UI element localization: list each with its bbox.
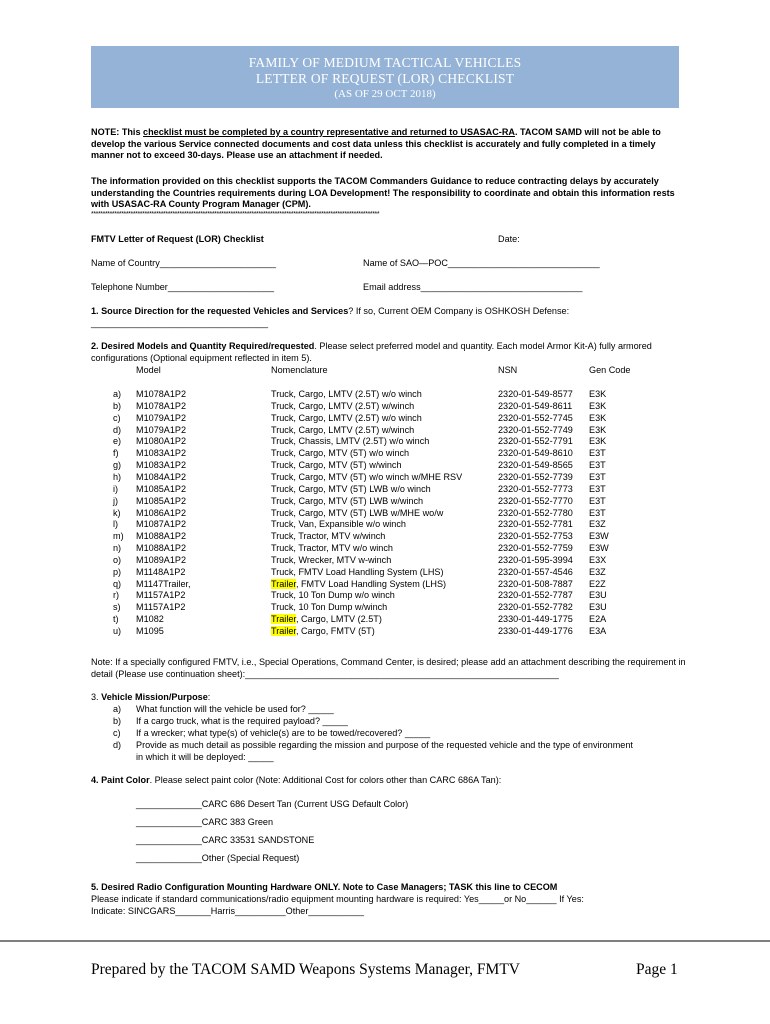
note-prefix: NOTE: This xyxy=(91,127,144,137)
row-nsn: 2320-01-552-7781 xyxy=(498,519,573,530)
star-divider: **************************************************************************************************************************** xyxy=(91,211,380,218)
section-1-heading: 1. Source Direction for the requested Vehicles and Services xyxy=(91,306,349,316)
row-nomenclature xyxy=(271,496,423,508)
footer-divider xyxy=(0,940,770,942)
section-3-title: Vehicle Mission/Purpose xyxy=(101,692,208,702)
row-label: e) xyxy=(113,436,122,447)
row-label: k) xyxy=(113,507,121,518)
row-gen-code: E3X xyxy=(589,554,607,565)
section-5-title: 5. Desired Radio Configuration Mounting Hardware ONLY xyxy=(91,882,338,892)
row-nomenclature xyxy=(271,413,422,425)
title-line-2: LETTER OF REQUEST (LOR) CHECKLIST xyxy=(255,71,515,86)
row-nomenclature xyxy=(271,389,422,401)
row-gen-code: E3U xyxy=(589,590,607,601)
footer-text: Prepared by the TACOM SAMD Weapons Systems Manager, FMTV xyxy=(91,961,520,978)
row-model: M1085A1P2 xyxy=(136,495,187,506)
row-nomenclature xyxy=(271,543,393,555)
title-banner xyxy=(91,46,679,108)
row-nsn: 2320-01-549-8610 xyxy=(498,448,573,459)
s3-label-d: d) xyxy=(113,740,122,750)
nomenclature-text: Truck, 10 Ton Dump w/winch xyxy=(271,602,388,613)
row-nsn: 2320-01-552-7759 xyxy=(498,543,573,554)
paint-option-other[interactable]: _____________Other (Special Request) xyxy=(136,853,300,863)
section-4-heading xyxy=(91,775,501,787)
nomenclature-text: Truck, Cargo, MTV (5T) LWB w/winch xyxy=(271,495,424,506)
row-gen-code: E3U xyxy=(589,602,607,613)
row-gen-code: E3T xyxy=(589,448,606,459)
row-gen-code: E3K xyxy=(589,389,607,399)
note-rest: . TACOM SAMD will not be able to develop the various Service connected documents and cost data unless this checklist is accurately and fully completed in a timely manner not to exceed 30-days. Please use an attachment if needed. xyxy=(91,127,661,161)
row-model: M1087A1P2 xyxy=(136,519,187,530)
row-label: s) xyxy=(113,602,121,613)
row-nsn: 2320-01-549-8565 xyxy=(498,460,573,471)
section-3-num: 3. xyxy=(91,692,102,702)
row-gen-code: E3T xyxy=(589,507,606,518)
section-5-line-2[interactable]: Please indicate if standard communications/radio equipment mounting hardware is required: Yes_____or No______ If Yes: xyxy=(91,894,584,904)
s3-item-a[interactable]: What function will the vehicle be used for? _____ xyxy=(136,704,334,714)
section-2-heading: 2. Desired Models and Quantity Required/requested xyxy=(91,341,315,351)
section-4-title: 4. Paint Color xyxy=(91,775,150,785)
row-nomenclature xyxy=(271,460,402,472)
row-model: M1085A1P2 xyxy=(136,483,187,494)
section-3-heading xyxy=(91,692,210,704)
row-gen-code: E3T xyxy=(589,471,606,482)
row-nomenclature xyxy=(271,626,375,638)
nomenclature-text: Truck, Cargo, MTV (5T) LWB w/MHE wo/w xyxy=(271,507,444,518)
nomenclature-text: Truck, 10 Ton Dump w/o winch xyxy=(271,590,395,601)
section-1-text: ? If so, Current OEM Company is OSHKOSH Defense: xyxy=(348,306,570,316)
row-nomenclature xyxy=(271,531,385,543)
section-2-note: Note: If a specially configured FMTV, i.e., Special Operations, Command Center, is desired; please add an attachment describing the requirement in detail (Please use continuation sheet):______________________________________________________________ xyxy=(91,657,686,679)
s3-label-a: a) xyxy=(113,704,122,714)
row-model: M1083A1P2 xyxy=(136,448,187,459)
row-nsn: 2320-01-552-7745 xyxy=(498,412,573,423)
nomenclature-text: Truck, Cargo, LMTV (2.5T) w/winch xyxy=(271,400,415,411)
row-label: n) xyxy=(113,543,122,554)
row-nsn: 2320-01-552-7753 xyxy=(498,531,573,542)
col-header-gen-code: Gen Code xyxy=(589,365,631,375)
row-nsn: 2320-01-557-4546 xyxy=(498,566,573,577)
email-field[interactable]: Email address________________________________ xyxy=(363,282,583,292)
row-label: q) xyxy=(113,578,122,589)
row-gen-code: E3W xyxy=(589,543,609,554)
row-nsn: 2330-01-449-1775 xyxy=(498,614,573,625)
title-line-1: FAMILY OF MEDIUM TACTICAL VEHICLES xyxy=(248,55,522,70)
col-header-nsn: NSN xyxy=(498,365,518,375)
row-nomenclature xyxy=(271,567,444,579)
row-label: o) xyxy=(113,554,122,565)
row-nsn: 2320-01-552-7787 xyxy=(498,590,573,601)
row-gen-code: E2Z xyxy=(589,578,606,589)
row-gen-code: E3K xyxy=(589,436,607,447)
row-label: p) xyxy=(113,566,122,577)
row-model: M1088A1P2 xyxy=(136,543,187,554)
sao-poc-field[interactable]: Name of SAO—POC______________________________ xyxy=(363,258,600,268)
row-nsn: 2330-01-449-1776 xyxy=(498,626,573,636)
row-nsn: 2320-01-552-7780 xyxy=(498,507,573,518)
row-label: f) xyxy=(113,448,119,459)
row-gen-code: E3T xyxy=(589,460,606,471)
row-label: a) xyxy=(113,389,122,399)
row-nsn: 2320-01-549-8611 xyxy=(498,400,573,411)
row-gen-code: E3A xyxy=(589,626,607,636)
section-2-text: . Please select preferred model and quantity. Each model Armor Kit-A) fully armored configurations (Optional equipment reflected in item 5). xyxy=(91,341,652,363)
section-5-heading xyxy=(91,882,557,894)
row-model: M1086A1P2 xyxy=(136,507,187,518)
nomenclature-text: Truck, Cargo, MTV (5T) LWB w/o winch xyxy=(271,483,431,494)
row-label: i) xyxy=(113,483,119,494)
row-label: l) xyxy=(113,519,119,530)
row-model: M1079A1P2 xyxy=(136,412,187,423)
nomenclature-text: Truck, Cargo, MTV (5T) w/o winch w/MHE RSV xyxy=(271,471,463,482)
row-label: d) xyxy=(113,424,122,435)
row-model: M1084A1P2 xyxy=(136,471,187,482)
nomenclature-text: Truck, Cargo, LMTV (2.5T) w/winch xyxy=(271,424,415,435)
row-model: M1147Trailer, xyxy=(136,578,191,589)
row-label: b) xyxy=(113,400,122,411)
date-field[interactable]: Date: xyxy=(498,234,520,244)
row-nsn: 2320-01-552-7770 xyxy=(498,495,573,506)
row-nomenclature xyxy=(271,508,443,520)
row-label: c) xyxy=(113,412,121,423)
telephone-field[interactable]: Telephone Number_____________________ xyxy=(91,282,275,292)
section-1 xyxy=(91,306,681,329)
row-label: h) xyxy=(113,471,122,482)
nomenclature-text: Truck, Wrecker, MTV w-winch xyxy=(271,554,392,565)
paint-option-sandstone[interactable]: _____________CARC 33531 SANDSTONE xyxy=(136,835,315,845)
col-header-model: Model xyxy=(136,365,161,375)
row-nomenclature xyxy=(271,555,391,567)
title-date: (AS OF 29 OCT 2018) xyxy=(334,88,436,100)
nomenclature-text: Truck, FMTV Load Handling System (LHS) xyxy=(271,566,444,577)
row-model: M1078A1P2 xyxy=(136,389,187,399)
nomenclature-text: Truck, Tractor, MTV w/winch xyxy=(271,531,386,542)
row-label: t) xyxy=(113,614,119,625)
row-model: M1089A1P2 xyxy=(136,554,187,565)
highlighted-trailer: Trailer xyxy=(271,578,296,589)
form-title: FMTV Letter of Request (LOR) Checklist xyxy=(91,234,264,244)
section-2-intro xyxy=(91,341,681,364)
nomenclature-text: , Cargo, LMTV (2.5T) xyxy=(295,614,382,625)
row-gen-code: E3Z xyxy=(589,519,606,530)
row-model: M1095 xyxy=(136,626,164,636)
row-gen-code: E3W xyxy=(589,531,609,542)
nomenclature-text: Truck, Chassis, LMTV (2.5T) w/o winch xyxy=(271,436,430,447)
nomenclature-text: Truck, Cargo, MTV (5T) w/winch xyxy=(271,460,402,471)
paint-option-desert-tan[interactable]: _____________CARC 686 Desert Tan (Current USG Default Color) xyxy=(136,799,409,809)
row-nsn: 2320-01-552-7773 xyxy=(498,483,573,494)
row-label: r) xyxy=(113,590,120,601)
s3-label-b: b) xyxy=(113,716,122,726)
nomenclature-text: , FMTV Load Handling System (LHS) xyxy=(295,578,447,589)
s3-item-c[interactable]: If a wrecker; what type(s) of vehicle(s) are to be towed/recovered? _____ xyxy=(136,728,431,738)
paint-option-green[interactable]: _____________CARC 383 Green xyxy=(136,817,274,827)
nomenclature-text: , Cargo, FMTV (5T) xyxy=(295,626,375,636)
row-nomenclature xyxy=(271,401,414,413)
nomenclature-text: Truck, Van, Expansible w/o winch xyxy=(271,519,406,530)
row-model: M1079A1P2 xyxy=(136,424,187,435)
row-nomenclature xyxy=(271,590,395,602)
country-field[interactable]: Name of Country_______________________ xyxy=(91,258,277,268)
row-nsn: 2320-01-595-3994 xyxy=(498,554,573,565)
row-model: M1157A1P2 xyxy=(136,590,186,601)
row-gen-code: E3T xyxy=(589,483,606,494)
section-4-text: . Please select paint color (Note: Additional Cost for colors other than CARC 686A Tan): xyxy=(149,775,502,785)
section-3-colon: : xyxy=(207,692,211,702)
note-underlined: checklist must be completed by a country representative and returned to USASAC-RA xyxy=(143,127,515,137)
row-model: M1088A1P2 xyxy=(136,531,187,542)
row-nsn: 2320-01-552-7791 xyxy=(498,436,573,447)
row-model: M1080A1P2 xyxy=(136,436,187,447)
s3-label-c: c) xyxy=(113,728,121,738)
row-nsn: 2320-01-508-7887 xyxy=(498,578,573,589)
row-gen-code: E3Z xyxy=(589,566,606,577)
section-1-blank[interactable]: ___________________________________ xyxy=(91,317,269,328)
row-nsn: 2320-01-552-7749 xyxy=(498,424,573,435)
row-nomenclature xyxy=(271,579,446,591)
row-gen-code: E3K xyxy=(589,412,607,423)
row-gen-code: E3K xyxy=(589,424,607,435)
row-gen-code: E3K xyxy=(589,400,607,411)
row-label: g) xyxy=(113,460,122,471)
info-paragraph: The information provided on this checklist supports the TACOM Commanders Guidance to reduce contracting delays by accurately understanding the Countries requirements during LOA Development! The responsibility to coordinate and obtain this information rests with USASAC-RA County Program Manager (CPM). xyxy=(91,176,675,210)
row-model: M1083A1P2 xyxy=(136,460,187,471)
s3-item-b[interactable]: If a cargo truck, what is the required payload? _____ xyxy=(136,716,348,726)
col-header-nomenclature: Nomenclature xyxy=(271,365,328,375)
row-nomenclature xyxy=(271,614,382,626)
nomenclature-text: Truck, Cargo, MTV (5T) w/o winch xyxy=(271,448,410,459)
row-model: M1082 xyxy=(136,614,164,625)
row-nsn: 2320-01-549-8577 xyxy=(498,389,573,399)
row-gen-code: E3T xyxy=(589,495,606,506)
highlighted-trailer: Trailer xyxy=(271,626,296,636)
s3-item-d[interactable]: Provide as much detail as possible regarding the mission and purpose of the requested vehicle and the type of environment in which it will be deployed: _____ xyxy=(136,740,633,762)
highlighted-trailer: Trailer xyxy=(271,614,296,625)
row-label: u) xyxy=(113,626,122,636)
row-nomenclature xyxy=(271,436,429,448)
row-model: M1148A1P2 xyxy=(136,566,186,577)
row-nomenclature xyxy=(271,472,462,484)
row-nomenclature xyxy=(271,425,414,437)
section-5-note: . Note to Case Managers; TASK this line to CECOM xyxy=(337,882,558,892)
note-paragraph xyxy=(91,127,683,162)
row-gen-code: E2A xyxy=(589,614,607,625)
row-label: m) xyxy=(113,531,124,542)
nomenclature-text: Truck, Cargo, LMTV (2.5T) w/o winch xyxy=(271,412,422,423)
row-model: M1078A1P2 xyxy=(136,400,187,411)
row-nomenclature xyxy=(271,448,409,460)
row-label: j) xyxy=(113,495,119,506)
row-nomenclature xyxy=(271,484,431,496)
row-nsn: 2320-01-552-7739 xyxy=(498,471,573,482)
row-nomenclature xyxy=(271,602,387,614)
nomenclature-text: Truck, Cargo, LMTV (2.5T) w/o winch xyxy=(271,389,422,399)
section-5-line-3[interactable]: Indicate: SINCGARS_______Harris__________Other___________ xyxy=(91,906,365,916)
row-nsn: 2320-01-552-7782 xyxy=(498,602,573,613)
row-model: M1157A1P2 xyxy=(136,602,186,613)
nomenclature-text: Truck, Tractor, MTV w/o winch xyxy=(271,543,393,554)
row-nomenclature xyxy=(271,519,406,531)
page-number: Page 1 xyxy=(636,961,678,978)
